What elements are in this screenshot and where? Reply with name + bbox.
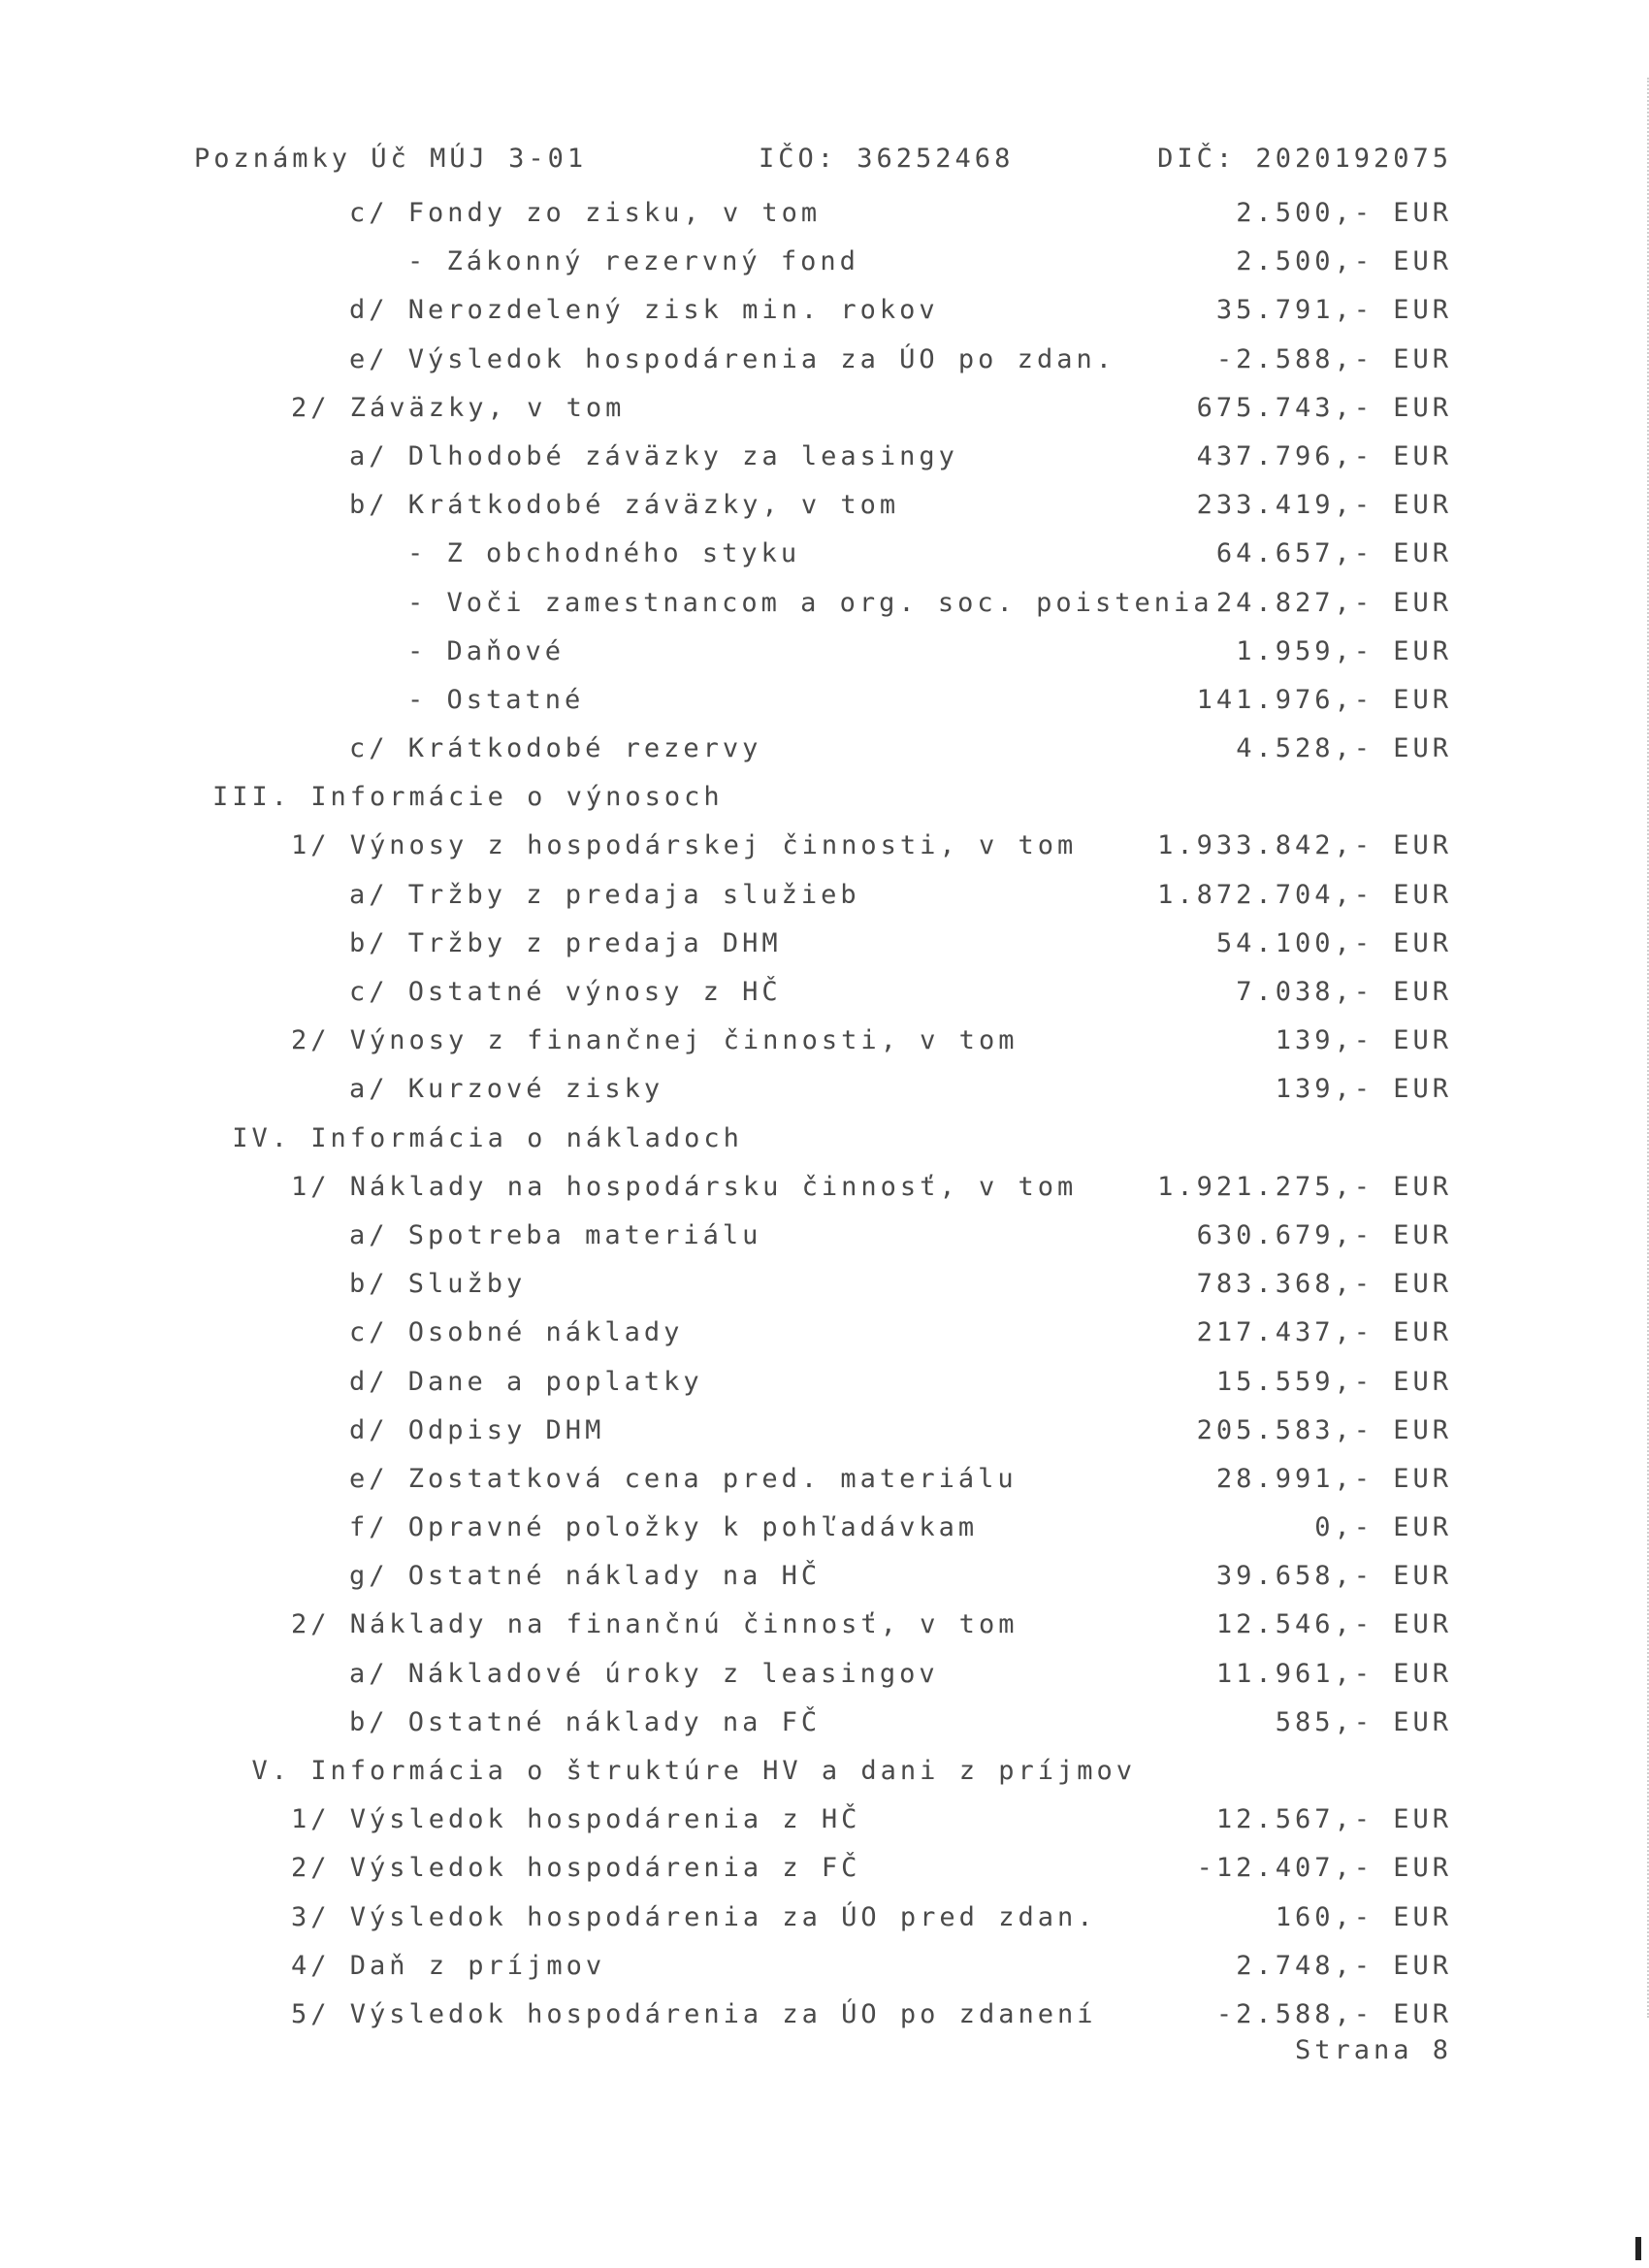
note-row: [0, 582, 1649, 631]
row-label: 1/ Náklady na hospodársku činnosť, v tom: [291, 1171, 1078, 1202]
row-value: 2.500,- EUR: [1236, 198, 1452, 228]
row-label: a/ Kurzové zisky: [349, 1074, 664, 1105]
note-row: [0, 776, 1649, 825]
row-label: 4/ Daň z príjmov: [291, 1950, 606, 1981]
section-title: Informácia o nákladoch: [310, 1122, 743, 1153]
row-value: 205.583,- EUR: [1196, 1414, 1452, 1445]
note-row: [0, 1701, 1649, 1750]
row-label: b/ Tržby z predaja DHM: [349, 927, 782, 958]
note-row: [0, 728, 1649, 776]
row-value: 12.567,- EUR: [1215, 1804, 1452, 1835]
row-value: 783.368,- EUR: [1196, 1269, 1452, 1300]
note-row: [0, 1507, 1649, 1555]
row-value: -12.407,- EUR: [1196, 1853, 1452, 1884]
row-value: 2.748,- EUR: [1236, 1950, 1452, 1981]
row-value: -2.588,- EUR: [1215, 1998, 1452, 2029]
row-label: a/ Spotreba materiálu: [349, 1219, 762, 1250]
row-value: 630.679,- EUR: [1196, 1219, 1452, 1250]
note-row: [0, 533, 1649, 581]
note-row: [0, 1263, 1649, 1312]
row-value: 24.827,- EUR: [1215, 587, 1452, 618]
row-label: c/ Osobné náklady: [349, 1317, 684, 1348]
note-row: [0, 631, 1649, 679]
row-label: - Ostatné: [407, 684, 585, 715]
row-value: 0,- EUR: [1314, 1512, 1452, 1543]
row-value: 7.038,- EUR: [1236, 977, 1452, 1007]
header-title: Poznámky Úč MÚJ 3-01: [194, 144, 588, 174]
row-label: - Zákonný rezervný fond: [407, 246, 859, 277]
section-heading: [194, 1123, 743, 1153]
note-row: [0, 923, 1649, 971]
notes-list: [0, 192, 1649, 2042]
note-row: [0, 1945, 1649, 1993]
section-title: Informácie o výnosoch: [310, 782, 724, 813]
note-row: [0, 1555, 1649, 1604]
note-row: [0, 1409, 1649, 1458]
note-row: [0, 971, 1649, 1020]
note-row: [0, 241, 1649, 289]
note-row: [0, 874, 1649, 923]
row-label: f/ Opravné položky k pohľadávkam: [349, 1512, 979, 1543]
note-row: [0, 1847, 1649, 1895]
row-label: b/ Služby: [349, 1269, 527, 1300]
row-value: 35.791,- EUR: [1215, 295, 1452, 326]
row-label: a/ Dlhodobé záväzky za leasingy: [349, 440, 958, 471]
row-value: 1.959,- EUR: [1236, 635, 1452, 666]
row-value: 139,- EUR: [1275, 1025, 1452, 1056]
note-row: [0, 1020, 1649, 1068]
section-title: Informácia o štruktúre HV a dani z príjmov: [310, 1756, 1136, 1786]
row-value: 160,- EUR: [1275, 1901, 1452, 1932]
note-row: [0, 1896, 1649, 1945]
row-label: a/ Nákladové úroky z leasingov: [349, 1658, 939, 1689]
note-row: [0, 289, 1649, 338]
section-heading: [194, 1756, 1136, 1786]
row-value: 233.419,- EUR: [1196, 490, 1452, 521]
note-row: [0, 1068, 1649, 1117]
note-row: [0, 192, 1649, 241]
row-label: 1/ Výsledok hospodárenia z HČ: [291, 1804, 861, 1835]
note-row: [0, 1166, 1649, 1215]
row-label: c/ Fondy zo zisku, v tom: [349, 198, 822, 228]
scan-corner-mark: [1635, 2237, 1641, 2260]
row-value: 217.437,- EUR: [1196, 1317, 1452, 1348]
note-row: [0, 1604, 1649, 1652]
row-label: 2/ Výsledok hospodárenia z FČ: [291, 1853, 861, 1884]
row-label: - Voči zamestnancom a org. soc. poistenia: [407, 587, 1213, 618]
note-row: [0, 1750, 1649, 1798]
row-label: 3/ Výsledok hospodárenia za ÚO pred zdan.: [291, 1901, 1097, 1932]
note-row: [0, 825, 1649, 873]
page-header: [0, 144, 1649, 192]
header-ico: IČO: 36252468: [759, 144, 1015, 174]
row-label: b/ Krátkodobé záväzky, v tom: [349, 490, 900, 521]
row-label: d/ Nerozdelený zisk min. rokov: [349, 295, 939, 326]
row-label: 2/ Výnosy z finančnej činnosti, v tom: [291, 1025, 1018, 1056]
row-label: - Z obchodného styku: [407, 538, 801, 569]
row-value: 39.658,- EUR: [1215, 1561, 1452, 1592]
row-value: 4.528,- EUR: [1236, 733, 1452, 764]
note-row: [0, 387, 1649, 436]
row-label: a/ Tržby z predaja služieb: [349, 879, 860, 910]
row-value: 585,- EUR: [1275, 1706, 1452, 1737]
note-row: [0, 1361, 1649, 1409]
note-row: [0, 436, 1649, 484]
row-value: 28.991,- EUR: [1215, 1463, 1452, 1494]
row-label: 1/ Výnosy z hospodárskej činnosti, v tom: [291, 830, 1078, 861]
row-value: -2.588,- EUR: [1215, 343, 1452, 374]
note-row: [0, 339, 1649, 387]
row-label: c/ Ostatné výnosy z HČ: [349, 977, 782, 1007]
row-value: 437.796,- EUR: [1196, 440, 1452, 471]
page-number: Strana 8: [1294, 2035, 1452, 2065]
row-value: 675.743,- EUR: [1196, 392, 1452, 423]
row-label: d/ Dane a poplatky: [349, 1366, 703, 1397]
scan-edge-marks: [1643, 78, 1649, 2018]
note-row: [0, 1798, 1649, 1847]
row-value: 64.657,- EUR: [1215, 538, 1452, 569]
note-row: [0, 1215, 1649, 1263]
header-dic: DIČ: 2020192075: [1157, 144, 1452, 174]
section-number: III.: [211, 782, 291, 813]
note-row: [0, 1312, 1649, 1360]
row-label: d/ Odpisy DHM: [349, 1414, 605, 1445]
row-value: 2.500,- EUR: [1236, 246, 1452, 277]
row-label: c/ Krátkodobé rezervy: [349, 733, 762, 764]
note-row: [0, 679, 1649, 728]
row-label: - Daňové: [407, 635, 566, 666]
row-value: 15.559,- EUR: [1215, 1366, 1452, 1397]
note-row: [0, 1118, 1649, 1166]
row-value: 141.976,- EUR: [1196, 684, 1452, 715]
row-value: 139,- EUR: [1275, 1074, 1452, 1105]
section-number: V.: [251, 1756, 291, 1786]
row-label: 2/ Náklady na finančnú činnosť, v tom: [291, 1609, 1018, 1640]
note-row: [0, 484, 1649, 533]
note-row: [0, 1458, 1649, 1507]
row-value: 11.961,- EUR: [1215, 1658, 1452, 1689]
note-row: [0, 1653, 1649, 1701]
row-value: 54.100,- EUR: [1215, 927, 1452, 958]
section-number: IV.: [232, 1122, 291, 1153]
row-value: 1.921.275,- EUR: [1157, 1171, 1452, 1202]
row-value: 1.933.842,- EUR: [1157, 830, 1452, 861]
row-label: b/ Ostatné náklady na FČ: [349, 1706, 822, 1737]
row-label: 5/ Výsledok hospodárenia za ÚO po zdanení: [291, 1998, 1097, 2029]
section-heading: [194, 782, 724, 812]
row-value: 1.872.704,- EUR: [1157, 879, 1452, 910]
row-label: e/ Výsledok hospodárenia za ÚO po zdan.: [349, 343, 1116, 374]
row-label: 2/ Záväzky, v tom: [291, 392, 626, 423]
row-label: g/ Ostatné náklady na HČ: [349, 1561, 822, 1592]
row-value: 12.546,- EUR: [1215, 1609, 1452, 1640]
row-label: e/ Zostatková cena pred. materiálu: [349, 1463, 1018, 1494]
